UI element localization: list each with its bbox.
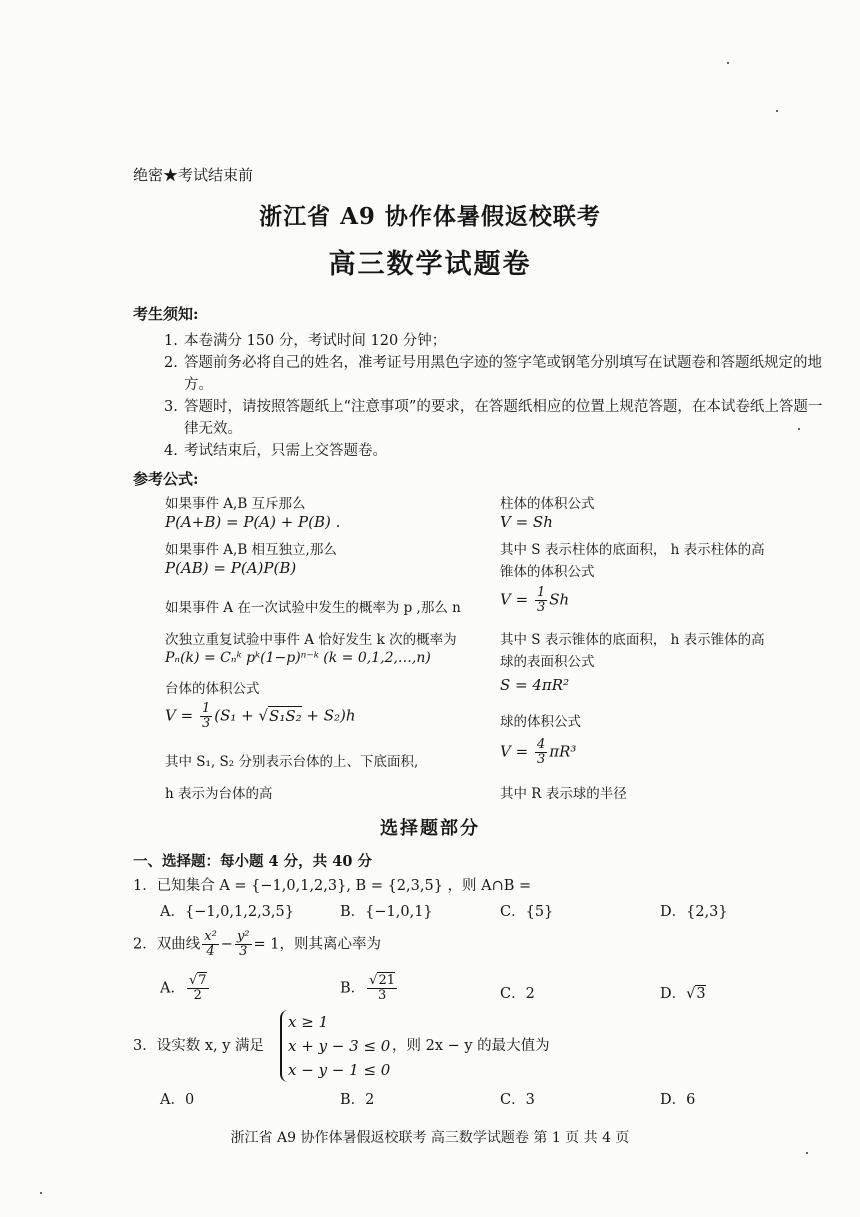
formula-text: 其中 S 表示柱体的底面积， h 表示柱体的高 [500,542,765,558]
question-2-option-d: D．√3 [660,986,706,1002]
question-2-option-b: B． $\frac{√21}{3}$ [340,973,395,1003]
question-1-option-c: C．{5} [500,904,554,920]
question-3-option-a: A．0 [160,1092,195,1108]
constraint: x ≥ 1 [288,1013,329,1031]
formula-expression: V = Sh [500,513,553,531]
formula-text: 如果事件 A,B 互斥那么 [165,496,306,512]
question-3-option-d: D．6 [660,1092,696,1108]
constraint: x − y − 1 ≤ 0 [288,1061,391,1079]
question-3-stem-suffix: ，则 2x − y 的最大值为 [392,1038,550,1054]
confidential-label: 绝密★考试结束前 [133,166,254,184]
formula-text: 其中 S 表示锥体的底面积， h 表示锥体的高 [500,632,765,648]
question-1-option-d: D．{2,3} [660,904,728,920]
formula-expression: Pₙ(k) = Cₙᵏ pᵏ(1−p)ⁿ⁻ᵏ (k = 0,1,2,…,n) [165,650,431,666]
note-item: 3. 答题时，请按照答题纸上“注意事项”的要求，在答题纸相应的位置上规范答题，在本试卷纸上答题一律无效。 [164,399,823,437]
exam-subtitle: 高三数学试题卷 [328,249,532,280]
question-3-constraints [280,1010,390,1082]
cone-volume-formula: V = $\frac{1}{3}$ Sh [500,585,570,615]
note-item: 1. 本卷满分 150 分，考试时间 120 分钟； [164,333,447,349]
scan-speck [727,62,729,64]
formula-text: 次独立重复试验中事件 A 恰好发生 k 次的概率为 [165,632,457,648]
formula-expression: P(A+B) = P(A) + P(B) . [165,513,341,531]
formula-text: 锥体的体积公式 [500,564,595,580]
scan-speck [806,1152,808,1154]
question-3-option-c: C．3 [500,1092,535,1108]
formula-text: 台体的体积公式 [165,681,260,697]
formulas-heading: 参考公式: [133,470,199,488]
part-heading: 一、选择题：每小题 4 分，共 40 分 [133,853,372,870]
question-2-option-c: C．2 [500,986,535,1002]
formula-text: 柱体的体积公式 [500,496,595,512]
section-title: 选择题部分 [380,818,480,839]
frustum-volume-formula: V = $\frac{1}{3}$ (S₁ + √S₁S₂ + S₂)h [165,701,356,731]
question-2-stem: 2．双曲线 $\frac{\text{x²}}{4}$ − $\frac{\text{y²}}{3}$ = 1，则其离心率为 [133,929,381,959]
formula-text: h 表示为台体的高 [165,786,273,802]
question-1-option-b: B．{−1,0,1} [340,904,433,920]
note-item: 4. 考试结束后，只需上交答题卷。 [164,443,387,459]
question-3-stem-prefix: 3．设实数 x, y 满足 [133,1038,265,1054]
note-item: 2. 答题前务必将自己的姓名，准考证号用黑色字迹的签字笔或钢笔分别填写在试题卷和答题纸规定的地方。 [164,355,822,393]
question-1-option-a: A．{−1,0,1,2,3,5} [160,904,294,920]
scan-speck [40,1192,42,1194]
page-footer: 浙江省 A9 协作体暑假返校联考 高三数学试题卷 第 1 页 共 4 页 [230,1130,630,1146]
scan-speck [798,428,800,430]
formula-text: 其中 S₁, S₂ 分别表示台体的上、下底面积, [165,754,419,770]
question-2-option-a: A． $\frac{√7}{2}$ [160,973,207,1003]
exam-title: 浙江省 A9 协作体暑假返校联考 [259,203,601,230]
notes-heading: 考生须知: [133,305,199,323]
notes-list [164,330,834,462]
formula-expression: P(AB) = P(A)P(B) [165,559,297,577]
question-3-option-b: B．2 [340,1092,375,1108]
formula-text: 球的体积公式 [500,714,581,730]
formula-text: 如果事件 A 在一次试验中发生的概率为 p ,那么 n [165,600,461,616]
constraint: x + y − 3 ≤ 0 [288,1037,391,1055]
formula-expression: S = 4πR² [500,676,570,694]
scan-speck [776,110,778,112]
formula-text: 如果事件 A,B 相互独立,那么 [165,542,337,558]
formula-text: 其中 R 表示球的半径 [500,786,627,802]
question-1-stem: 1．已知集合 A = {−1,0,1,2,3}, B = {2,3,5} ，则 A∩B = [133,878,532,894]
sphere-volume-formula: V = $\frac{4}{3}$ πR³ [500,737,577,767]
formula-text: 球的表面积公式 [500,654,595,670]
